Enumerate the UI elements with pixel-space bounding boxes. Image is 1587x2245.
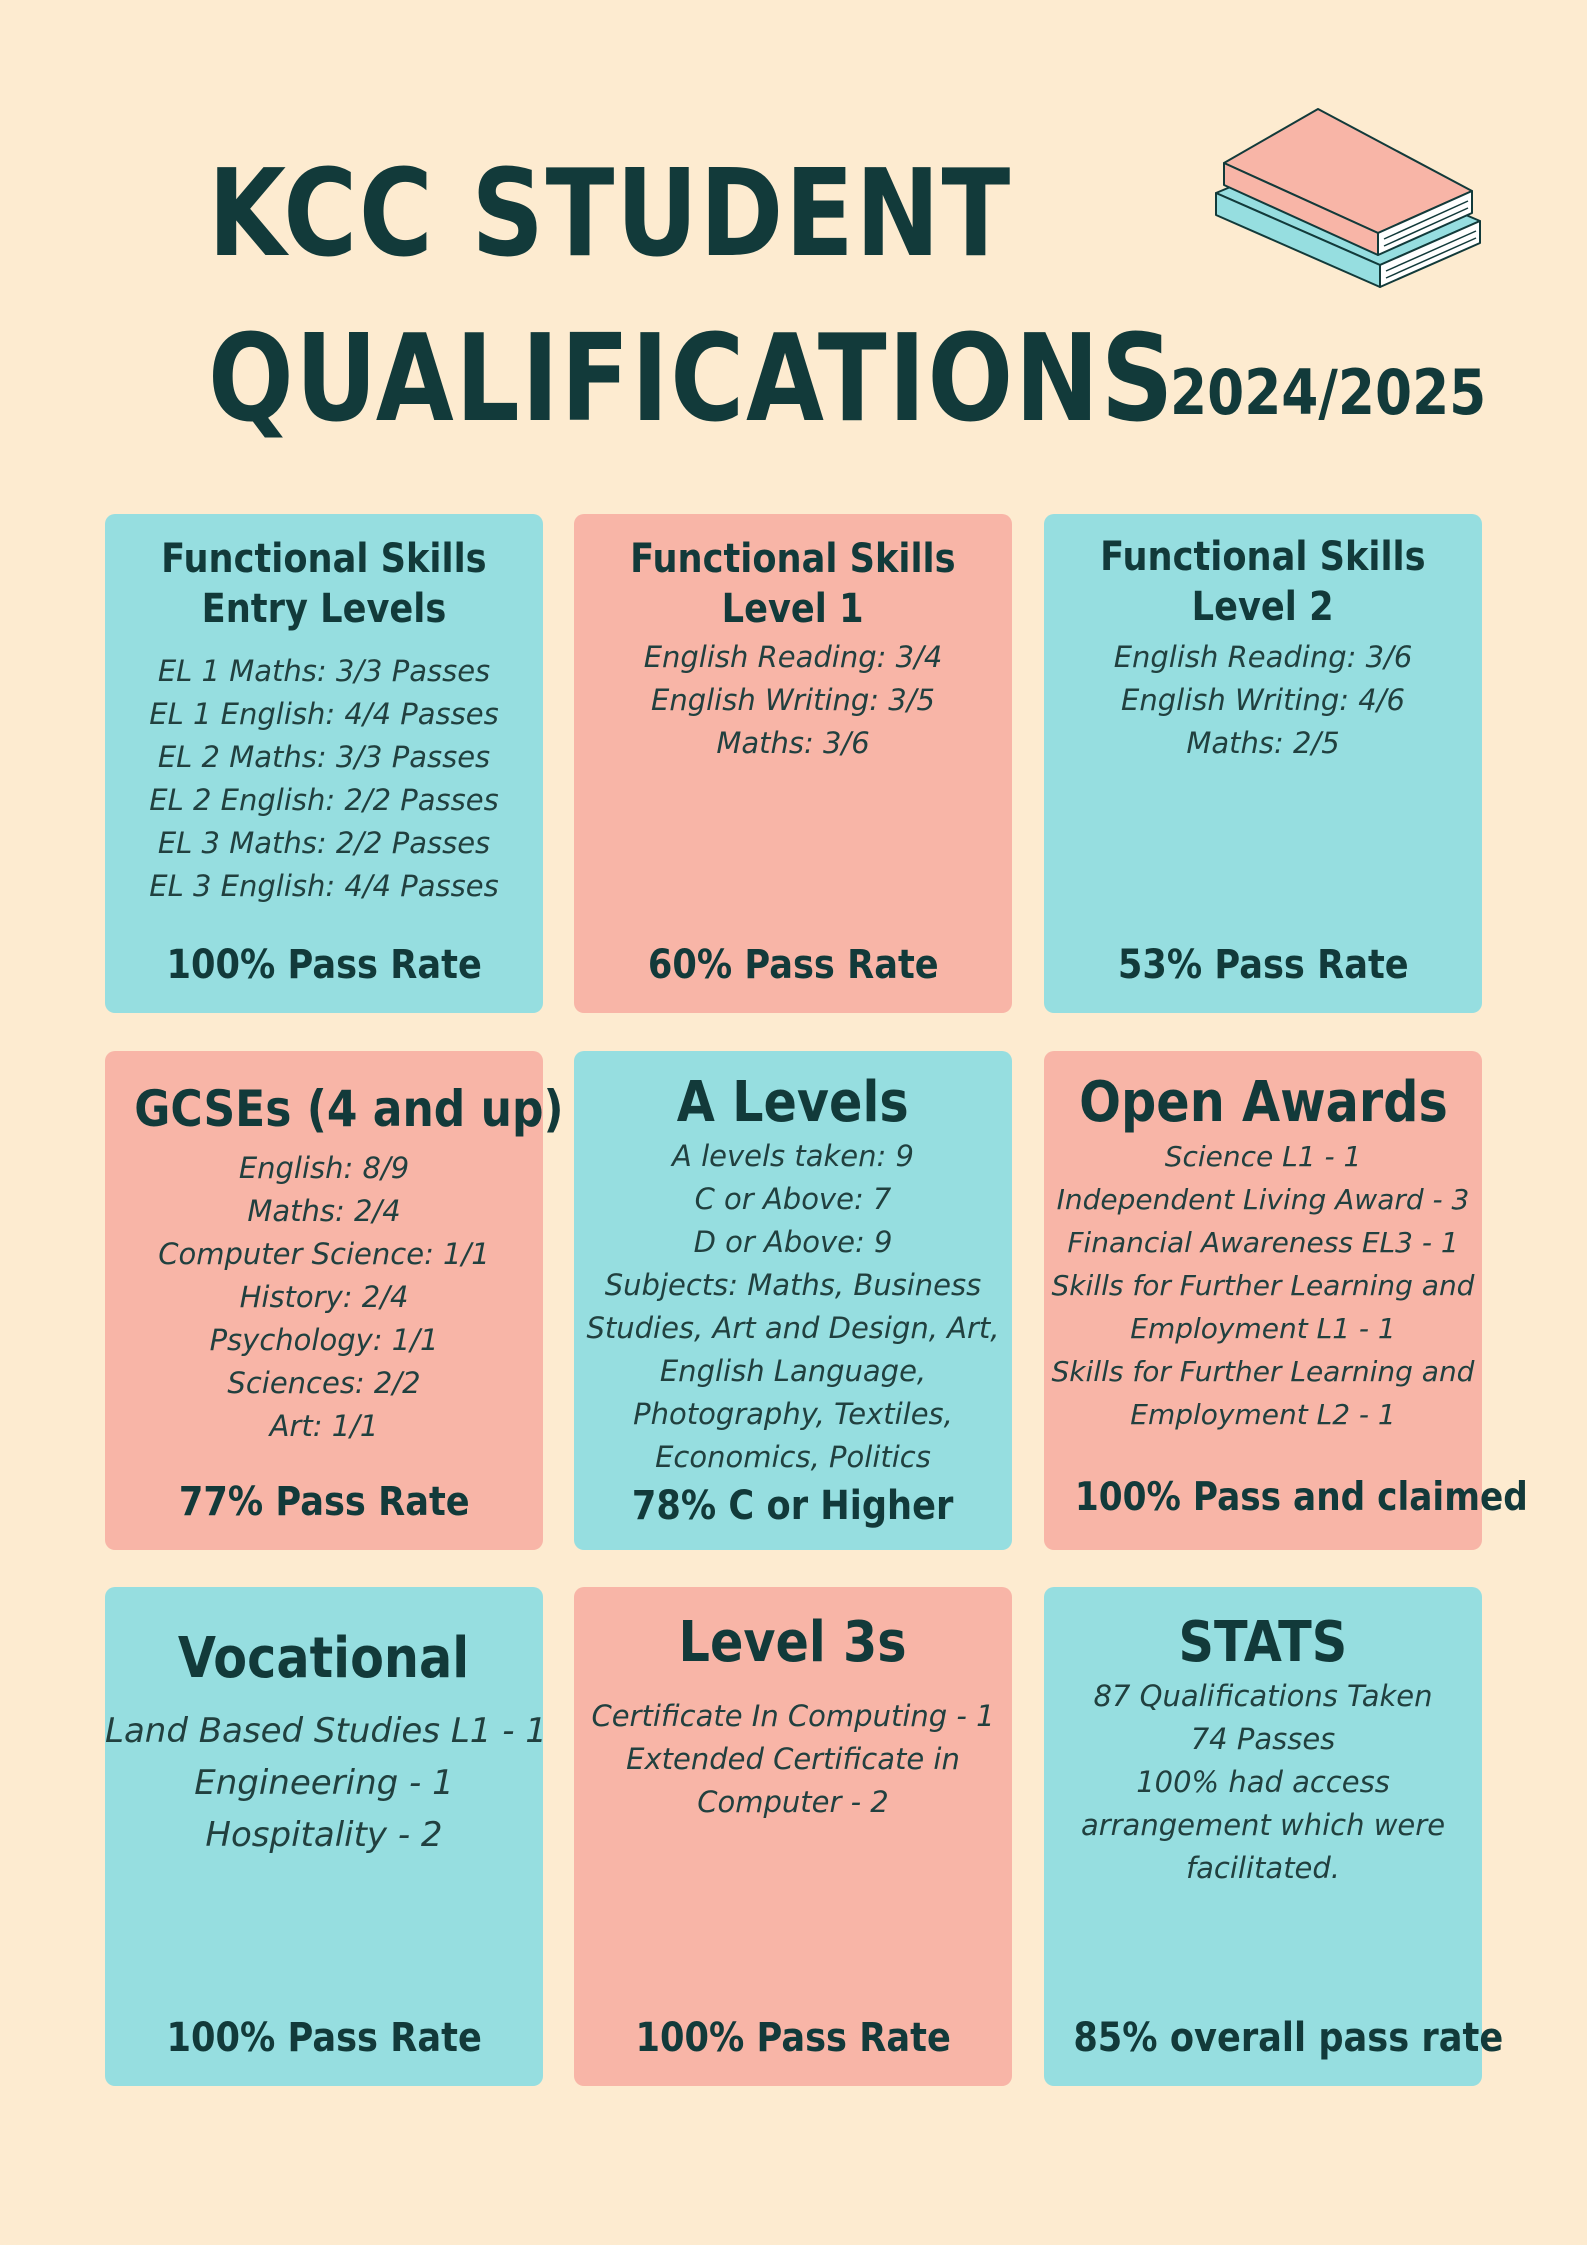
card-vocational	[105, 1587, 547, 2086]
card-footer: 100% Pass Rate	[166, 942, 482, 988]
card-title: STATS	[1178, 1610, 1348, 1675]
academic-year: 2024/2025	[1170, 356, 1487, 429]
card-functional-skills-level-2	[1044, 514, 1482, 1013]
card-body: English Reading: 3/6 English Writing: 4/6 Maths: 2/5	[1113, 640, 1413, 760]
card-level-3s	[574, 1587, 1012, 2086]
card-body: English: 8/9 Maths: 2/4 Computer Science: 1/1 History: 2/4 Psychology: 1/1 Sciences: 2/2 Art: 1/1	[158, 1151, 490, 1443]
card-footer: 100% Pass and claimed	[1074, 1475, 1528, 1520]
card-title: Open Awards	[1078, 1070, 1448, 1135]
card-functional-skills-level-1	[574, 514, 1012, 1013]
card-stats	[1044, 1587, 1504, 2086]
card-a-levels	[574, 1051, 1012, 1550]
page-title	[208, 132, 1175, 462]
card-body: A levels taken: 9 C or Above: 7 D or Above: 9 Subjects: Maths, Business Studies, Art and Design, Art, English Language, Photography, Textiles, Economics, Politics	[586, 1139, 1000, 1474]
card-title: Functional Skills Level 1	[630, 536, 956, 632]
card-body: 87 Qualifications Taken 74 Passes 100% had access arrangement which were facilitated.	[1080, 1679, 1446, 1885]
card-footer: 85% overall pass rate	[1073, 2015, 1504, 2061]
card-footer: 53% Pass Rate	[1117, 942, 1409, 988]
card-body: Science L1 - 1 Independent Living Award - 3 Financial Awareness EL3 - 1 Skills for Further Learning and Employment L1 - 1 Skills for Further Learning and Employment L2 - 1	[1051, 1140, 1475, 1431]
card-gcses	[105, 1051, 564, 1550]
card-body: Land Based Studies L1 - 1 Engineering - 1 Hospitality - 2	[105, 1711, 547, 1855]
card-body: English Reading: 3/4 English Writing: 3/5 Maths: 3/6	[643, 640, 943, 760]
card-open-awards	[1044, 1051, 1528, 1550]
card-footer: 100% Pass Rate	[166, 2015, 482, 2061]
card-footer: 78% C or Higher	[632, 1483, 954, 1529]
card-title: GCSEs (4 and up)	[134, 1080, 564, 1138]
card-footer: 77% Pass Rate	[178, 1479, 470, 1525]
card-body: EL 1 Maths: 3/3 Passes EL 1 English: 4/4 Passes EL 2 Maths: 3/3 Passes EL 2 English: 2/2 Passes EL 3 Maths: 2/2 Passes EL 3 English: 4/4 Passes	[149, 654, 499, 903]
card-title: Functional Skills Entry Levels	[161, 536, 487, 632]
card-footer: 60% Pass Rate	[647, 942, 939, 988]
card-title: Vocational	[178, 1626, 470, 1691]
title-line-2: QUALIFICATIONS	[208, 310, 1176, 449]
books-stack-icon	[1210, 105, 1490, 329]
title-line-1: KCC STUDENT	[208, 145, 1012, 284]
card-footer: 100% Pass Rate	[635, 2015, 951, 2061]
card-functional-skills-entry	[105, 514, 543, 1013]
card-title: Functional Skills Level 2	[1100, 534, 1426, 630]
card-title: Level 3s	[678, 1610, 908, 1675]
card-title: A Levels	[677, 1070, 909, 1135]
card-body: Certificate In Computing - 1 Extended Certificate in Computer - 2	[591, 1699, 995, 1819]
